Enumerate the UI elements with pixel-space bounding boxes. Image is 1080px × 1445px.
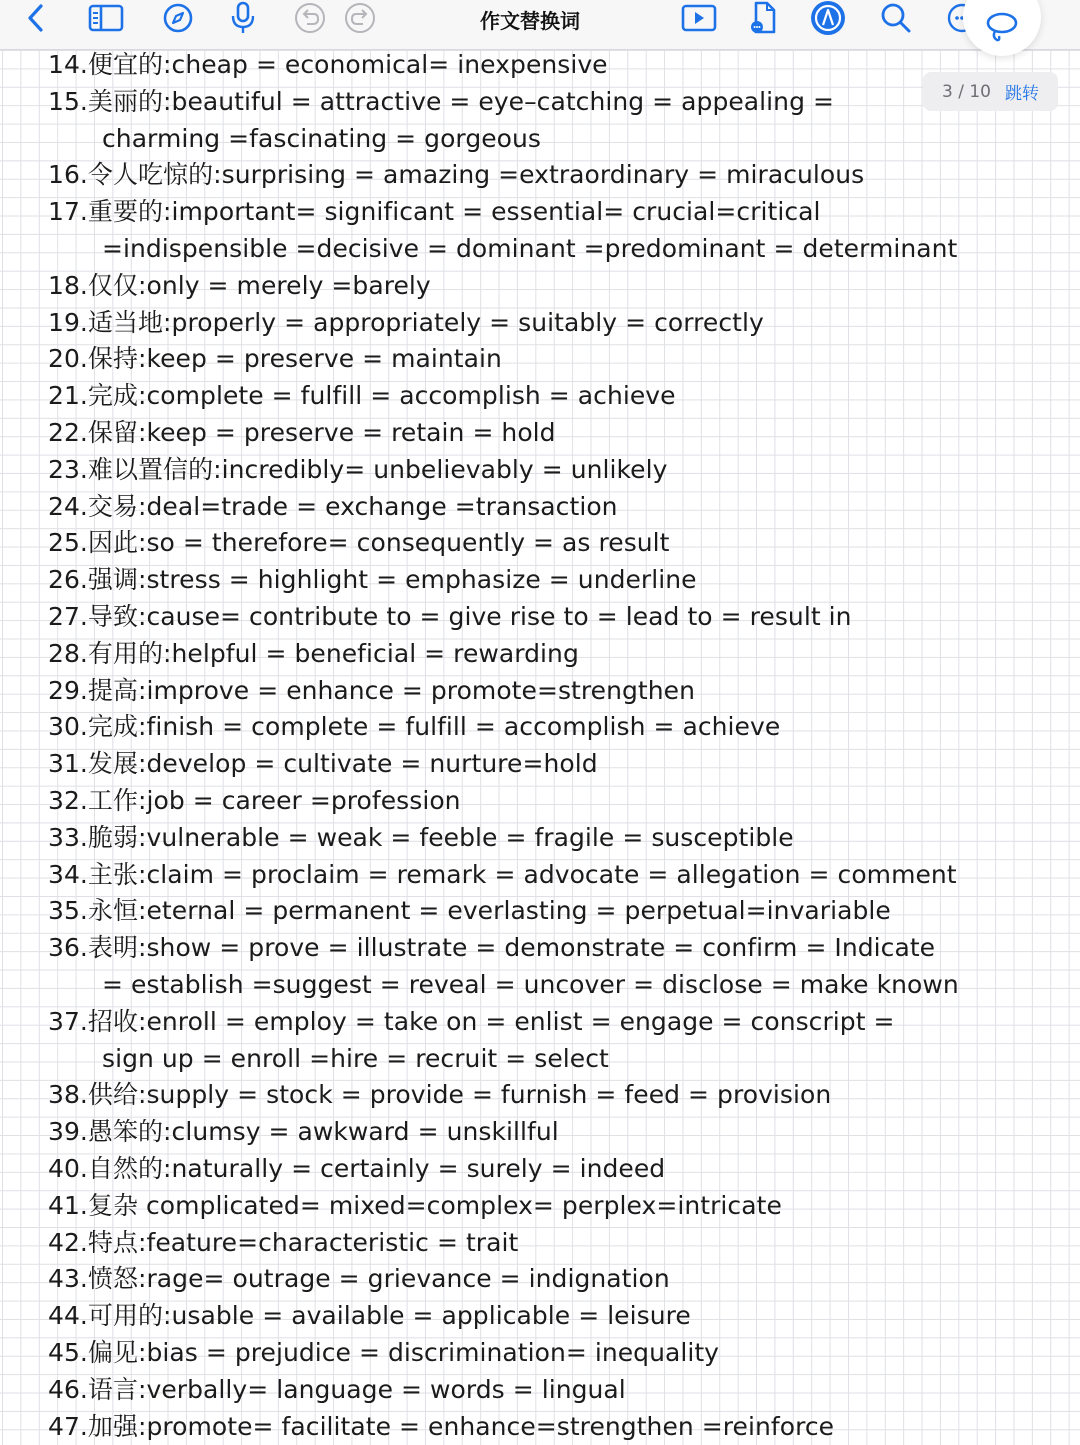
note-line: 21.完成:complete = fulfill = accomplish = achieve (48, 381, 676, 411)
play-icon[interactable] (677, 0, 721, 36)
sidebar-icon[interactable] (84, 0, 128, 36)
search-icon[interactable] (874, 0, 918, 36)
note-line: 37.招收:enroll = employ = take on = enlist = engage = conscript = (48, 1006, 895, 1036)
note-line: =indispensible =decisive = dominant =predominant = determinant (102, 234, 958, 263)
note-line: = establish =suggest = reveal = uncover = disclose = make known (102, 970, 959, 999)
note-line: 33.脆弱:vulnerable = weak = feeble = fragile = susceptible (48, 822, 794, 852)
note-line: 28.有用的:helpful = beneficial = rewarding (48, 638, 579, 668)
document-icon[interactable] (741, 0, 785, 36)
jump-button[interactable]: 跳转 (1004, 84, 1039, 104)
note-line: 25.因此:so = therefore= consequently = as result (48, 528, 670, 558)
document-title: 作文替换词 (480, 9, 580, 33)
note-line: 26.强调:stress = highlight = emphasize = underline (48, 565, 697, 595)
note-line: 36.表明:show = prove = illustrate = demonstrate = confirm = Indicate (48, 933, 936, 963)
note-line: 32.工作:job = career =profession (48, 786, 461, 815)
note-line: 18.仅仅:only = merely =barely (48, 270, 431, 300)
note-line: 40.自然的:naturally = certainly = surely = indeed (48, 1154, 666, 1183)
note-line: 45.偏见:bias = prejudice = discrimination= inequality (48, 1338, 720, 1367)
note-line: 31.发展:develop = cultivate = nurture=hold (48, 749, 598, 779)
note-line: 47.加强:promote= facilitate = enhance=strengthen =reinforce (48, 1411, 835, 1441)
note-line: 44.可用的:usable = available = applicable = leisure (48, 1301, 691, 1331)
undo-icon[interactable] (288, 0, 332, 36)
page-indicator (923, 72, 1058, 111)
toolbar (0, 0, 1080, 50)
redo-icon[interactable] (338, 0, 382, 36)
note-line: 27.导致:cause= contribute to = give rise to = lead to = result in (48, 602, 852, 631)
note-line: 24.交易:deal=trade = exchange =transaction (48, 491, 618, 521)
back-icon[interactable] (14, 0, 58, 36)
pen-icon[interactable] (806, 0, 850, 36)
note-line: 19.适当地:properly = appropriately = suitably = correctly (48, 307, 764, 337)
note-line: 41.复杂 complicated= mixed=complex= perplex=intricate (48, 1190, 782, 1220)
note-line: 35.永恒:eternal = permanent = everlasting = perpetual=invariable (48, 896, 891, 926)
note-line: 20.保持:keep = preserve = maintain (48, 344, 502, 374)
note-line: 30.完成:finish = complete = fulfill = accomplish = achieve (48, 712, 781, 742)
note-line: 34.主张:claim = proclaim = remark = advocate = allegation = comment (48, 859, 957, 889)
note-line: 38.供给:supply = stock = provide = furnish = feed = provision (48, 1080, 832, 1110)
note-line: 17.重要的:important= significant = essential= crucial=critical (48, 197, 821, 227)
note-line: 46.语言:verbally= language = words = lingual (48, 1374, 626, 1404)
note-line: 22.保留:keep = preserve = retain = hold (48, 418, 556, 447)
note-line: 16.令人吃惊的:surprising = amazing =extraordinary = miraculous (48, 160, 865, 190)
compass-icon[interactable] (156, 0, 200, 36)
note-line: 39.愚笨的:clumsy = awkward = unskillful (48, 1117, 559, 1147)
page-count: 3 / 10 (942, 81, 991, 102)
note-line: 23.难以置信的:incredibly= unbelievably = unlikely (48, 454, 668, 484)
note-line: 43.愤怒:rage= outrage = grievance = indignation (48, 1264, 670, 1294)
note-line: sign up = enroll =hire = recruit = select (102, 1043, 609, 1073)
note-line: 14.便宜的:cheap = economical= inexpensive (48, 50, 608, 79)
note-line: 15.美丽的:beautiful = attractive = eye–catching = appealing = (48, 86, 834, 116)
microphone-icon[interactable] (221, 0, 265, 36)
note-line: 29.提高:improve = enhance = promote=strengthen (48, 675, 695, 705)
note-line: charming =fascinating = gorgeous (102, 123, 541, 153)
note-line: 42.特点:feature=characteristic = trait (48, 1227, 519, 1257)
